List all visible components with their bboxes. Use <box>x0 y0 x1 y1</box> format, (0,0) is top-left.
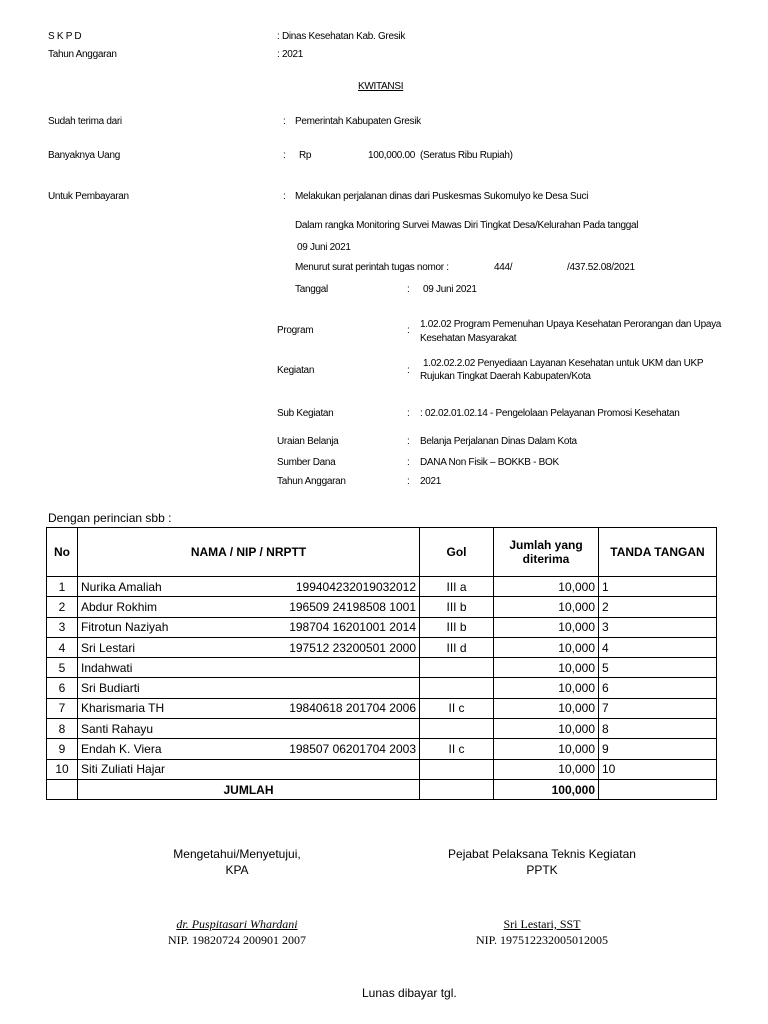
colon: : <box>407 365 410 376</box>
left-signer-nip: NIP. 19820724 200901 2007 <box>167 933 306 947</box>
row-nip: 199404232019032012 <box>295 579 416 594</box>
colon: : <box>407 284 410 295</box>
col-gol-header: Gol <box>420 528 494 577</box>
banyaknya-uang-label: Banyaknya Uang <box>48 150 120 161</box>
left-title-line-2: KPA <box>225 863 249 877</box>
total-empty-cell <box>599 779 717 799</box>
row-nama-cell <box>78 637 420 657</box>
row-ttd: 4 <box>599 637 717 657</box>
total-label: JUMLAH <box>78 779 420 799</box>
row-no: 3 <box>47 617 78 637</box>
table-header-row <box>47 528 717 577</box>
colon: : <box>407 457 410 468</box>
row-jumlah: 10,000 <box>494 739 599 759</box>
sumber-dana-label: Sumber Dana <box>277 457 336 468</box>
rincian-table <box>46 527 717 800</box>
kegiatan-line-1: 1.02.02.2.02 Penyediaan Layanan Kesehatan untuk UKM dan UKP <box>423 358 704 369</box>
row-nip: 197512 23200501 2000 <box>289 640 416 655</box>
row-jumlah: 10,000 <box>494 617 599 637</box>
col-ttd-header: TANDA TANGAN <box>599 528 717 577</box>
left-signer-name: dr. Puspitasari Whardani <box>176 917 298 931</box>
row-ttd: 3 <box>599 617 717 637</box>
skpd-label: S K P D <box>48 31 82 42</box>
table-row <box>47 759 717 779</box>
right-signer-name: Sri Lestari, SST <box>503 917 581 931</box>
row-nama: Endah K. Viera <box>81 742 162 757</box>
row-gol <box>420 719 494 739</box>
row-gol: III d <box>420 637 494 657</box>
tanggal-value: 09 Juni 2021 <box>423 284 477 295</box>
row-ttd: 5 <box>599 658 717 678</box>
row-gol: III b <box>420 597 494 617</box>
amount-words: (Seratus Ribu Rupiah) <box>420 150 513 161</box>
row-gol <box>420 658 494 678</box>
col-no-header: No <box>47 528 78 577</box>
row-no: 6 <box>47 678 78 698</box>
kegiatan-label: Kegiatan <box>277 365 315 376</box>
row-nip: 198704 16201001 2014 <box>289 620 416 635</box>
program-label: Program <box>277 325 314 336</box>
row-ttd: 2 <box>599 597 717 617</box>
total-value: 100,000 <box>494 779 599 799</box>
untuk-line-2: Dalam rangka Monitoring Survei Mawas Diri Tingkat Desa/Kelurahan Pada tanggal <box>295 220 639 231</box>
row-nama-cell <box>78 739 420 759</box>
kegiatan-line-2: Rujukan Tingkat Daerah Kabupaten/Kota <box>420 371 591 382</box>
row-nama-cell <box>78 617 420 637</box>
signature-left-title <box>137 846 337 878</box>
row-nama: Sri Lestari <box>81 640 136 655</box>
signature-right-title <box>407 846 677 878</box>
row-no: 5 <box>47 658 78 678</box>
uraian-belanja-label: Uraian Belanja <box>277 436 339 447</box>
row-gol <box>420 678 494 698</box>
row-ttd: 10 <box>599 759 717 779</box>
row-gol: II c <box>420 698 494 718</box>
surat-number-2: /437.52.08/2021 <box>567 262 635 273</box>
left-title-line-1: Mengetahui/Menyetujui, <box>173 847 301 861</box>
right-signer-nip: NIP. 197512232005012005 <box>475 933 608 947</box>
row-nama-cell <box>78 658 420 678</box>
row-gol: III b <box>420 617 494 637</box>
total-empty-cell <box>420 779 494 799</box>
tanggal-label: Tanggal <box>295 284 328 295</box>
colon: : <box>283 191 286 202</box>
right-title-line-2: PPTK <box>526 863 558 877</box>
row-nama-cell <box>78 698 420 718</box>
program-tahun-label: Tahun Anggaran <box>277 476 346 487</box>
row-jumlah: 10,000 <box>494 719 599 739</box>
table-row <box>47 698 717 718</box>
row-gol: II c <box>420 739 494 759</box>
row-jumlah: 10,000 <box>494 678 599 698</box>
right-title-line-1: Pejabat Pelaksana Teknis Kegiatan <box>448 847 636 861</box>
row-nip: 19840618 201704 2006 <box>289 701 416 716</box>
row-nama-cell <box>78 577 420 597</box>
untuk-line-1: Melakukan perjalanan dinas dari Puskesmas Sukomulyo ke Desa Suci <box>295 191 589 202</box>
row-nama-cell <box>78 678 420 698</box>
surat-label: Menurut surat perintah tugas nomor : <box>295 262 449 273</box>
row-nama: Kharismaria TH <box>81 701 165 716</box>
row-gol <box>420 759 494 779</box>
row-no: 9 <box>47 739 78 759</box>
colon: : <box>407 408 410 419</box>
row-jumlah: 10,000 <box>494 759 599 779</box>
row-no: 7 <box>47 698 78 718</box>
row-no: 1 <box>47 577 78 597</box>
document-title: KWITANSI <box>358 81 404 92</box>
signature-right-block <box>457 916 627 948</box>
row-jumlah: 10,000 <box>494 637 599 657</box>
uraian-belanja-value: Belanja Perjalanan Dinas Dalam Kota <box>420 436 577 447</box>
tahun-anggaran-label: Tahun Anggaran <box>48 49 117 60</box>
row-nama: Sri Budiarti <box>81 681 140 696</box>
tahun-anggaran-value: : 2021 <box>277 49 304 60</box>
row-jumlah: 10,000 <box>494 597 599 617</box>
surat-number-1: 444/ <box>494 262 513 273</box>
row-nama: Fitrotun Naziyah <box>81 620 169 635</box>
row-ttd: 8 <box>599 719 717 739</box>
row-gol: III a <box>420 577 494 597</box>
skpd-value: : Dinas Kesehatan Kab. Gresik <box>277 31 406 42</box>
col-jumlah-header-line-2: diterima <box>522 552 570 566</box>
table-row <box>47 678 717 698</box>
total-empty-cell <box>47 779 78 799</box>
col-nama-header: NAMA / NIP / NRPTT <box>78 528 420 577</box>
sub-kegiatan-value: : 02.02.01.02.14 - Pengelolaan Pelayanan Promosi Kesehatan <box>420 408 680 419</box>
sumber-dana-value: DANA Non Fisik – BOKKB - BOK <box>420 457 559 468</box>
row-no: 8 <box>47 719 78 739</box>
table-row <box>47 719 717 739</box>
sudah-terima-value: Pemerintah Kabupaten Gresik <box>295 116 421 127</box>
program-line-2: Kesehatan Masyarakat <box>420 333 517 344</box>
colon: : <box>283 116 286 127</box>
currency: Rp <box>299 150 312 161</box>
row-ttd: 1 <box>599 577 717 597</box>
table-row <box>47 577 717 597</box>
row-nip: 196509 24198508 1001 <box>289 599 416 614</box>
row-nip: 198507 06201704 2003 <box>289 742 416 757</box>
footer-lunas: Lunas dibayar tgl. <box>362 986 457 1000</box>
row-nama: Abdur Rokhim <box>81 599 158 614</box>
colon: : <box>407 436 410 447</box>
colon: : <box>283 150 286 161</box>
row-nama-cell <box>78 597 420 617</box>
table-row <box>47 658 717 678</box>
table-total-row <box>47 779 717 799</box>
row-nama: Santi Rahayu <box>81 721 154 736</box>
table-row <box>47 739 717 759</box>
row-no: 2 <box>47 597 78 617</box>
table-row <box>47 617 717 637</box>
row-nama-cell <box>78 719 420 739</box>
colon: : <box>407 325 410 336</box>
row-ttd: 7 <box>599 698 717 718</box>
sub-kegiatan-label: Sub Kegiatan <box>277 408 334 419</box>
col-jumlah-header <box>494 528 599 577</box>
col-jumlah-header-line-1: Jumlah yang <box>509 538 583 552</box>
colon: : <box>407 476 410 487</box>
table-row <box>47 637 717 657</box>
untuk-line-3: 09 Juni 2021 <box>297 242 351 253</box>
row-nama-cell <box>78 759 420 779</box>
table-row <box>47 597 717 617</box>
row-nama: Nurika Amaliah <box>81 579 162 594</box>
sudah-terima-label: Sudah terima dari <box>48 116 122 127</box>
row-jumlah: 10,000 <box>494 698 599 718</box>
row-ttd: 9 <box>599 739 717 759</box>
row-jumlah: 10,000 <box>494 577 599 597</box>
signature-left-block <box>137 916 337 948</box>
untuk-pembayaran-label: Untuk Pembayaran <box>48 191 129 202</box>
amount: 100,000.00 <box>368 150 416 161</box>
row-nama: Siti Zuliati Hajar <box>81 762 166 777</box>
row-no: 4 <box>47 637 78 657</box>
row-ttd: 6 <box>599 678 717 698</box>
row-nama: Indahwati <box>81 660 133 675</box>
row-jumlah: 10,000 <box>494 658 599 678</box>
program-tahun-value: 2021 <box>420 476 442 487</box>
program-line-1: 1.02.02 Program Pemenuhan Upaya Kesehatan Perorangan dan Upaya <box>420 319 722 330</box>
row-no: 10 <box>47 759 78 779</box>
rincian-label: Dengan perincian sbb : <box>48 511 172 525</box>
